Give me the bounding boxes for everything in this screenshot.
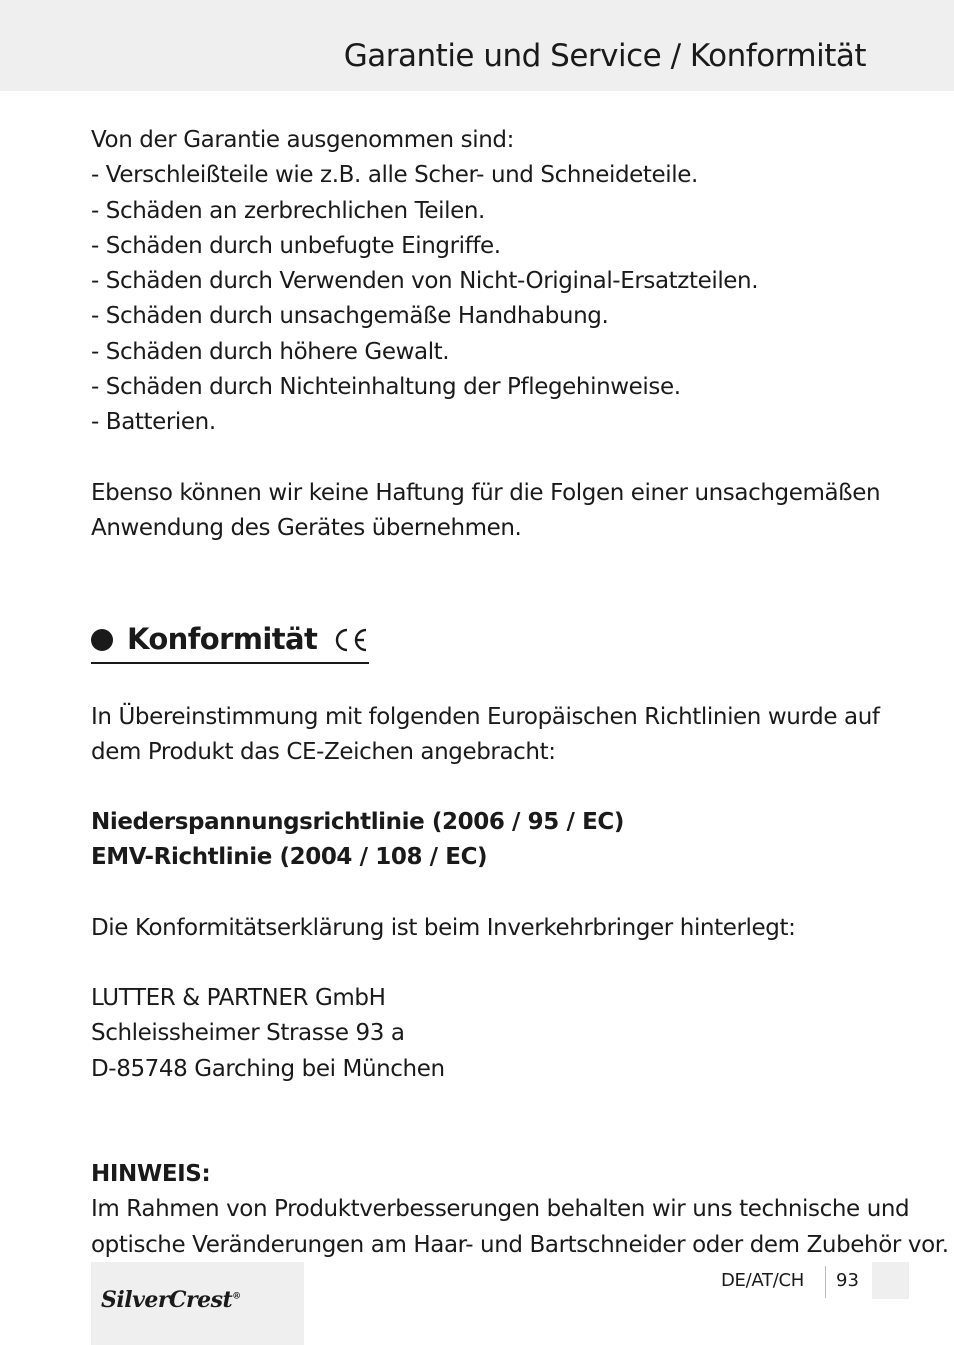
declaration-text: Die Konformitätserklärung ist beim Inverkehrbringer hinterlegt: [91, 914, 796, 941]
page-content [91, 123, 949, 1263]
warranty-item: - Schäden durch höhere Gewalt. [91, 338, 450, 365]
warranty-item: - Batterien. [91, 409, 216, 436]
conformity-title: Konformität [127, 622, 318, 657]
conformity-heading [91, 622, 369, 663]
footer-tab-marker [872, 1262, 909, 1299]
warranty-item: - Schäden durch unsachgemäße Handhabung. [91, 303, 609, 330]
note-label: HINWEIS: [91, 1160, 211, 1187]
liability-text: Anwendung des Gerätes übernehmen. [91, 514, 522, 541]
warranty-item: - Verschleißteile wie z.B. alle Scher- und Schneideteile. [91, 162, 698, 189]
warranty-intro: Von der Garantie ausgenommen sind: [91, 127, 514, 153]
address-line: D-85748 Garching bei München [91, 1055, 445, 1082]
warranty-item: - Schäden durch Nichteinhaltung der Pflegehinweise. [91, 374, 681, 401]
directive: EMV-Richtlinie (2004 / 108 / EC) [91, 844, 488, 871]
footer-divider [825, 1266, 826, 1298]
page-number: 93 [836, 1270, 859, 1291]
page-title: Garantie und Service / Konformität [343, 38, 866, 74]
registered-mark: ® [232, 1291, 241, 1302]
liability-text: Ebenso können wir keine Haftung für die Folgen einer unsachgemäßen [91, 479, 881, 506]
address-line: Schleissheimer Strasse 93 a [91, 1020, 405, 1047]
warranty-item: - Schäden an zerbrechlichen Teilen. [91, 197, 485, 224]
brand-logo [101, 1287, 241, 1313]
brand-name: SilverCrest [101, 1287, 233, 1313]
conformity-intro: dem Produkt das CE-Zeichen angebracht: [91, 738, 556, 765]
directive: Niederspannungsrichtlinie (2006 / 95 / EC) [91, 809, 624, 836]
ce-mark-icon [331, 627, 369, 653]
conformity-intro: In Übereinstimmung mit folgenden Europäischen Richtlinien wurde auf [91, 703, 880, 730]
warranty-item: - Schäden durch Verwenden von Nicht-Original-Ersatzteilen. [91, 268, 759, 295]
bullet-icon [91, 629, 113, 651]
warranty-item: - Schäden durch unbefugte Eingriffe. [91, 232, 501, 259]
language-codes: DE/AT/CH [721, 1270, 804, 1291]
note-text: Im Rahmen von Produktverbesserungen behalten wir uns technische und [91, 1196, 910, 1223]
address-line: LUTTER & PARTNER GmbH [91, 985, 386, 1012]
note-text: optische Veränderungen am Haar- und Bartschneider oder dem Zubehör vor. [91, 1231, 949, 1258]
